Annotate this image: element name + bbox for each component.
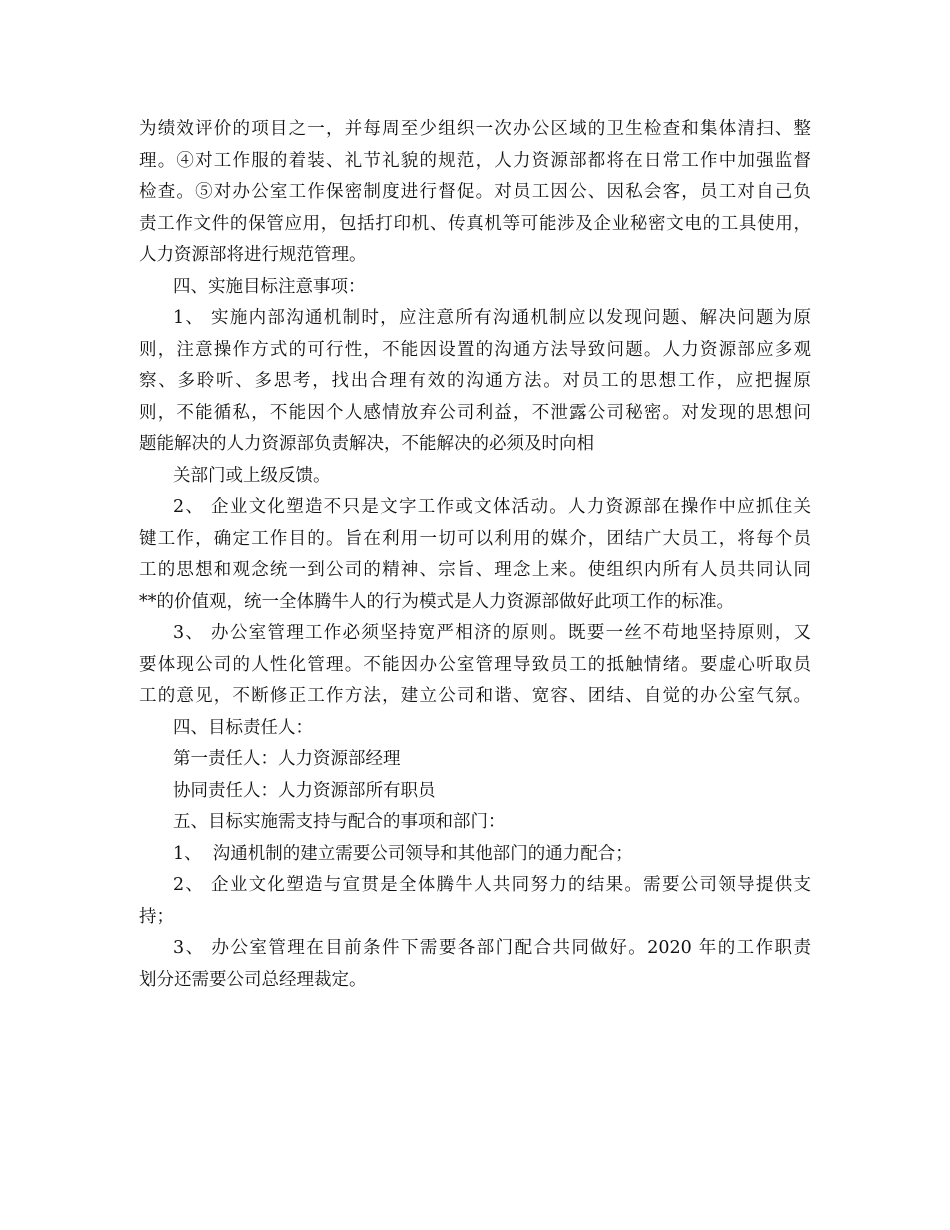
text-line: 责工作文件的保管应用，包括打印机、传真机等可能涉及企业秘密文电的工具使用， <box>139 213 811 234</box>
text-line: 3、 办公室管理在目前条件下需要各部门配合共同做好。2020 年的工作职责 <box>173 938 811 958</box>
text-line: 键工作，确定工作目的。旨在利用一切可以利用的媒介，团结广大员工，将每个员 <box>139 528 811 549</box>
text-line: 第一责任人：人力资源部经理 <box>173 749 401 769</box>
text-line: 要体现公司的人性化管理。不能因办公室管理导致员工的抵触情绪。要虚心听取员 <box>139 654 811 675</box>
text-line: **的价值观，统一全体腾牛人的行为模式是人力资源部做好此项工作的标准。 <box>139 591 734 612</box>
text-line: 理。④对工作服的着装、礼节礼貌的规范，人力资源部都将在日常工作中加强监督 <box>139 150 811 171</box>
text-line: 四、实施目标注意事项： <box>173 276 366 297</box>
text-line: 1、 沟通机制的建立需要公司领导和其他部门的通力配合； <box>173 843 633 864</box>
text-line: 则，不能循私，不能因个人感情放弃公司利益，不泄露公司秘密。对发现的思想问 <box>139 402 811 423</box>
text-line: 协同责任人：人力资源部所有职员 <box>173 780 436 801</box>
document-page <box>139 114 811 996</box>
text-line: 察、多聆听、多思考，找出合理有效的沟通方法。对员工的思想工作，应把握原 <box>139 371 811 391</box>
text-line: 2、 企业文化塑造不只是文字工作或文体活动。人力资源部在操作中应抓住关 <box>173 497 811 517</box>
text-line: 则，注意操作方式的可行性，不能因设置的沟通方法导致问题。人力资源部应多观 <box>139 339 811 360</box>
text-line: 持； <box>139 906 174 927</box>
text-line: 人力资源部将进行规范管理。 <box>139 245 367 265</box>
text-line: 五、目标实施需支持与配合的事项和部门： <box>173 812 506 832</box>
text-line: 划分还需要公司总经理裁定。 <box>139 969 367 990</box>
text-line: 3、 办公室管理工作必须坚持宽严相济的原则。既要一丝不苟地坚持原则，又 <box>173 623 811 643</box>
text-line: 工的思想和观念统一到公司的精神、宗旨、理念上来。使组织内所有人员共同认同 <box>139 560 811 580</box>
text-line: 关部门或上级反馈。 <box>173 465 331 486</box>
text-line: 为绩效评价的项目之一，并每周至少组织一次办公区域的卫生检查和集体清扫、整 <box>139 119 811 139</box>
text-line: 1、 实施内部沟通机制时，应注意所有沟通机制应以发现问题、解决问题为原 <box>173 308 811 328</box>
text-line: 题能解决的人力资源部负责解决，不能解决的必须及时向相 <box>139 434 594 454</box>
text-line: 四、目标责任人： <box>173 717 313 738</box>
text-line: 工的意见，不断修正工作方法，建立公司和谐、宽容、团结、自觉的办公室气氛。 <box>139 686 811 706</box>
text-line: 2、 企业文化塑造与宣贯是全体腾牛人共同努力的结果。需要公司领导提供支 <box>173 875 811 895</box>
text-line: 检查。⑤对办公室工作保密制度进行督促。对员工因公、因私会客，员工对自己负 <box>139 182 811 202</box>
